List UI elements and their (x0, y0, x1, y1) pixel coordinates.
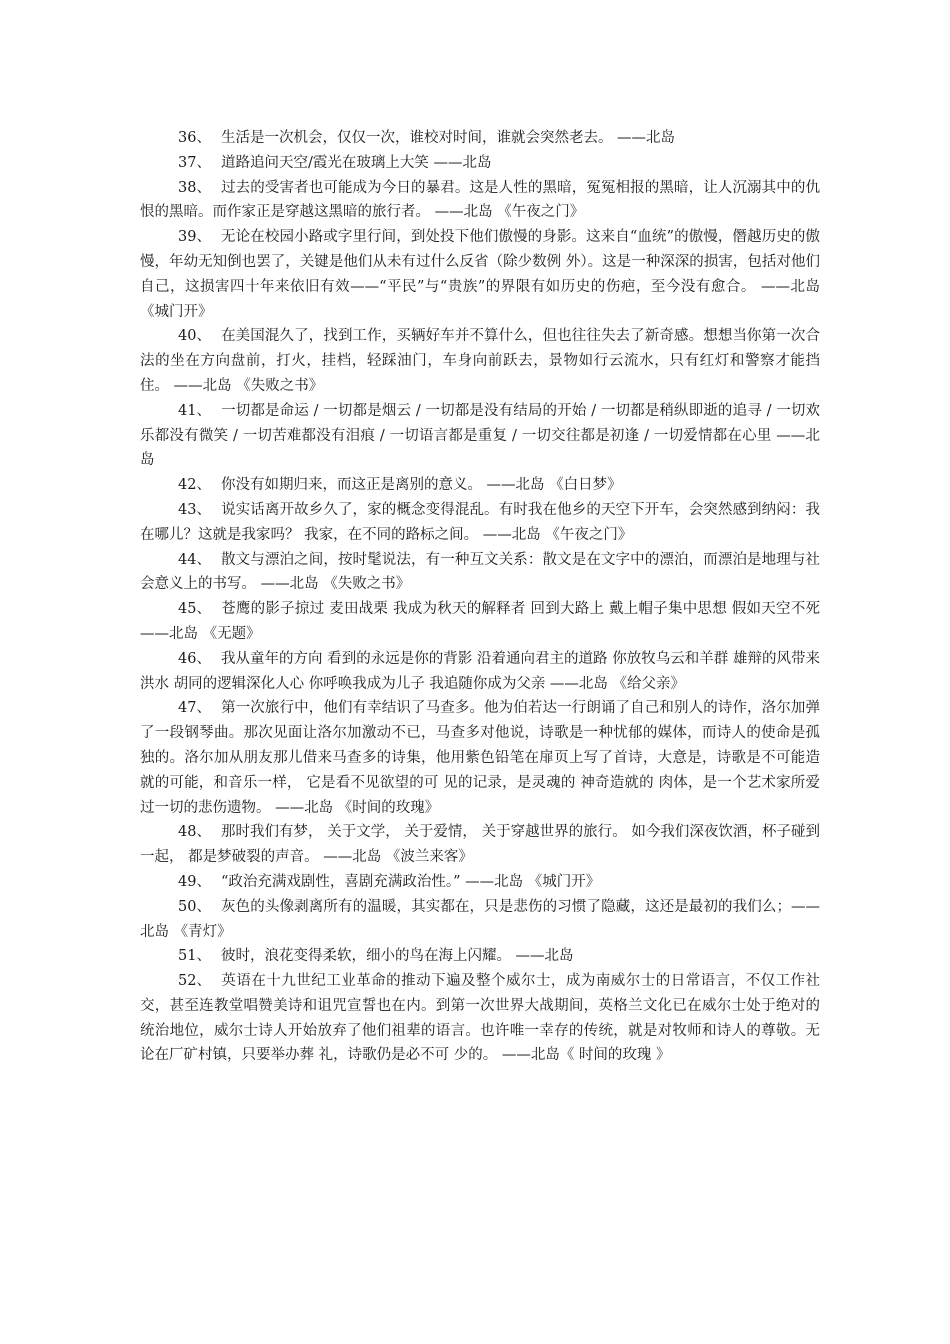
list-item (140, 473, 820, 498)
list-item (140, 151, 820, 176)
item-number: 50、 (178, 898, 211, 915)
item-number: 43、 (178, 501, 211, 518)
list-item (140, 696, 820, 820)
item-text: 第一次旅行中，他们有幸结识了马查多。他为伯若达一行朗诵了自己和别人的诗作，洛尔加弹了一段钢琴曲。那次见面让洛尔加激动不已，马查多对他说，诗歌是一种忧郁的媒体，而诗人的使命是孤独的。洛尔加从朋友那儿借来马查多的诗集，他用紫色铅笔在扉页上写了首诗，大意是，诗歌是不可能造就的可能，和音乐一样， 它是看不见欲望的可 见的记录，是灵魂的 神奇造就的 肉体，是一个艺术家所爱过一切的悲伤遗物。 ——北岛 《时间的玫瑰》 (140, 700, 820, 816)
list-item (140, 597, 820, 647)
item-text: “政治充满戏剧性，喜剧充满政治性。” ——北岛 《城门开》 (220, 873, 601, 890)
item-number: 52、 (178, 973, 211, 990)
item-number: 45、 (178, 601, 211, 618)
item-text: 道路追问天空/霞光在玻璃上大笑 ——北岛 (220, 154, 492, 171)
list-item (140, 969, 820, 1068)
item-text: 苍鹰的影子掠过 麦田战栗 我成为秋天的解释者 回到大路上 戴上帽子集中思想 假如天空不死 ——北岛 《无题》 (140, 601, 820, 642)
item-text: 一切都是命运 / 一切都是烟云 / 一切都是没有结局的开始 / 一切都是稍纵即逝的追寻 / 一切欢乐都没有微笑 / 一切苦难都没有泪痕 / 一切语言都是重复 / 一切交往都是初逢 / 一切爱情都在心里 ——北岛 (140, 402, 820, 469)
item-number: 42、 (178, 477, 211, 494)
item-text: 散文与漂泊之间，按时髦说法，有一种互文关系：散文是在文字中的漂泊，而漂泊是地理与社会意义上的书写。 ——北岛 《失败之书》 (140, 551, 820, 593)
item-number: 48、 (178, 824, 211, 841)
list-item (140, 176, 820, 226)
list-item (140, 126, 820, 151)
item-number: 47、 (178, 700, 211, 717)
item-text: 无论在校园小路或字里行间，到处投下他们傲慢的身影。这来自“血统”的傲慢，僭越历史的傲慢，年幼无知倒也罢了，关键是他们从未有过什么反省（除少数例 外）。这是一种深深的损害，包括对他们自己，这损害四十年来依旧有效——“平民”与“贵族”的界限有如历史的伤疤，至今没有愈合。 ——北岛 《城门开》 (140, 229, 820, 320)
quote-list (140, 126, 820, 1068)
item-number: 44、 (178, 551, 211, 568)
item-text: 灰色的头像剥离所有的温暖，其实都在，只是悲伤的习惯了隐藏，这还是最初的我们么；——北岛 《青灯》 (140, 898, 820, 940)
item-number: 39、 (178, 229, 211, 246)
item-number: 38、 (178, 179, 211, 196)
item-number: 49、 (178, 873, 211, 890)
item-text: 过去的受害者也可能成为今日的暴君。这是人性的黑暗，冤冤相报的黑暗，让人沉溺其中的仇恨的黑暗。而作家正是穿越这黑暗的旅行者。 ——北岛 《午夜之门》 (140, 179, 820, 221)
item-text: 英语在十九世纪工业革命的推动下遍及整个威尔士，成为南威尔士的日常语言，不仅工作社交，甚至连教堂唱赞美诗和诅咒宣誓也在内。到第一次世界大战期间，英格兰文化已在威尔士处于绝对的统治地位，威尔士诗人开始放弃了他们祖辈的语言。也许唯一幸存的传统，就是对牧师和诗人的尊敬。无论在厂矿村镇，只要举办葬 礼，诗歌仍是必不可 少的。 ——北岛《 时间的玫瑰 》 (140, 973, 820, 1064)
list-item (140, 870, 820, 895)
item-number: 51、 (178, 948, 211, 965)
item-text: 说实话离开故乡久了，家的概念变得混乱。有时我在他乡的天空下开车，会突然感到纳闷：我在哪儿？这就是我家吗？ 我家，在不同的路标之间。 ——北岛 《午夜之门》 (140, 501, 820, 543)
list-item (140, 498, 820, 548)
item-text: 那时我们有梦， 关于文学， 关于爱情， 关于穿越世界的旅行。 如今我们深夜饮酒，杯子碰到一起， 都是梦破裂的声音。 ——北岛 《波兰来客》 (140, 824, 820, 866)
list-item (140, 399, 820, 473)
list-item (140, 895, 820, 945)
list-item (140, 225, 820, 324)
list-item (140, 647, 820, 697)
item-text: 彼时，浪花变得柔软，细小的鸟在海上闪耀。 ——北岛 (220, 948, 574, 965)
item-number: 46、 (178, 650, 211, 667)
item-number: 40、 (178, 328, 211, 345)
item-number: 36、 (178, 130, 211, 146)
item-text: 你没有如期归来，而这正是离别的意义。 ——北岛 《白日梦》 (220, 477, 622, 494)
list-item (140, 324, 820, 398)
list-item (140, 820, 820, 870)
list-item (140, 548, 820, 598)
item-number: 41、 (178, 402, 211, 419)
list-item (140, 944, 820, 969)
item-text: 生活是一次机会，仅仅一次，谁校对时间，谁就会突然老去。 ——北岛 (220, 130, 676, 146)
item-text: 在美国混久了，找到工作，买辆好车并不算什么，但也往往失去了新奇感。想想当你第一次合法的坐在方向盘前，打火，挂档，轻踩油门，车身向前跃去，景物如行云流水，只有红灯和警察才能挡住。 ——北岛 《失败之书》 (140, 328, 820, 394)
item-number: 37、 (178, 154, 211, 171)
item-text: 我从童年的方向 看到的永远是你的背影 沿着通向君主的道路 你放牧乌云和羊群 雄辩的风带来洪水 胡同的逻辑深化人心 你呼唤我成为儿子 我追随你成为父亲 ——北岛 《给父亲》 (140, 650, 820, 692)
